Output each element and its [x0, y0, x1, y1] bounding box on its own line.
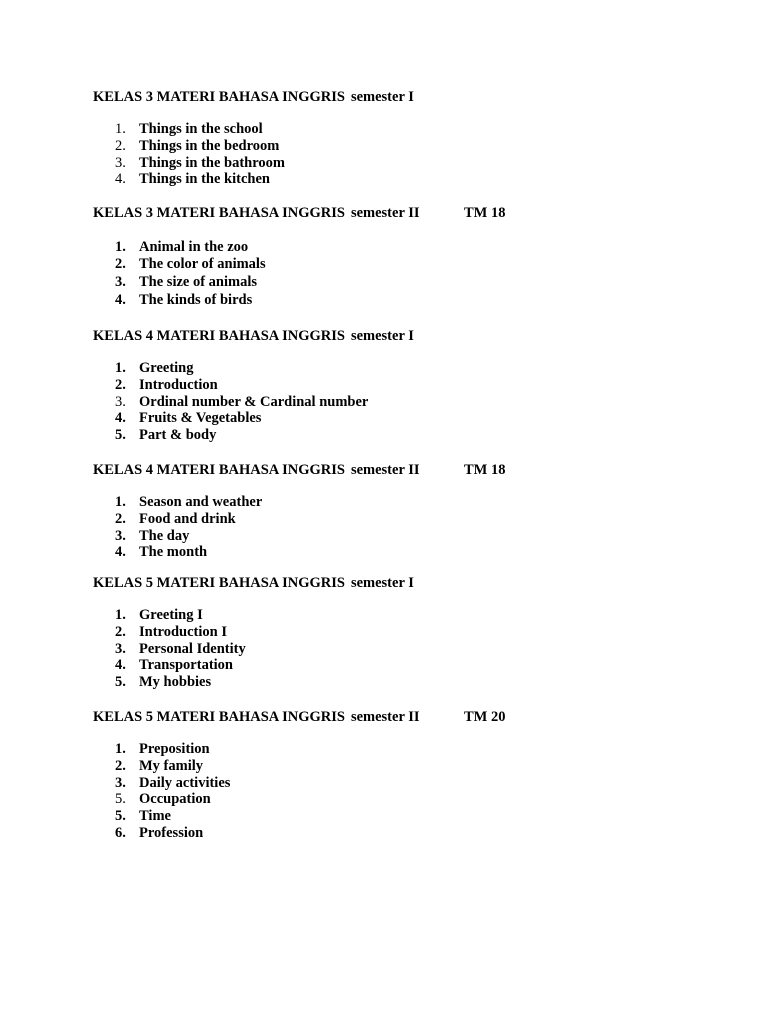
heading-tm: TM 20 — [464, 709, 506, 725]
item-number: 4. — [115, 544, 126, 561]
heading-semester: semester I — [350, 328, 414, 344]
list-item — [93, 791, 713, 808]
item-number: 3. — [115, 527, 126, 544]
item-number: 1. — [115, 360, 126, 376]
list-item — [93, 394, 713, 411]
list-item — [93, 155, 713, 172]
list-item — [93, 607, 713, 624]
topic-list — [93, 741, 713, 842]
list-item — [93, 171, 713, 188]
item-number: 5. — [115, 808, 126, 825]
topic-list — [93, 239, 713, 310]
heading-semester: semester II — [350, 709, 420, 725]
list-item — [93, 741, 713, 758]
heading-title: KELAS 5 MATERI BAHASA INGGRIS — [93, 709, 345, 725]
item-text: Things in the kitchen — [139, 171, 270, 188]
item-text: Introduction — [139, 376, 218, 393]
item-text: Introduction I — [139, 623, 227, 640]
section-heading — [93, 88, 713, 106]
section-kelas4-sem2 — [93, 461, 713, 561]
list-item — [93, 674, 713, 691]
item-text: Animal in the zoo — [139, 239, 249, 255]
list-item — [93, 291, 713, 310]
item-number: 3. — [115, 273, 126, 290]
item-number: 4. — [115, 171, 126, 188]
heading-semester: semester II — [350, 462, 420, 478]
section-heading — [93, 708, 713, 726]
heading-title: KELAS 4 MATERI BAHASA INGGRIS — [93, 462, 345, 478]
item-number: 4. — [115, 292, 126, 309]
item-text: The month — [139, 544, 208, 561]
item-number: 5. — [115, 427, 126, 444]
item-number: 3. — [115, 393, 126, 410]
item-number: 1. — [115, 741, 126, 757]
item-text: Transportation — [139, 657, 233, 674]
heading-tm: TM 18 — [464, 205, 506, 221]
item-text: Things in the school — [139, 121, 263, 137]
list-item — [93, 138, 713, 155]
item-number: 1. — [115, 239, 126, 255]
list-item — [93, 657, 713, 674]
list-item — [93, 427, 713, 444]
item-number: 4. — [115, 410, 126, 427]
item-number: 3. — [115, 640, 126, 657]
item-number: 5. — [115, 791, 126, 808]
item-text: Greeting — [139, 360, 194, 376]
list-item — [93, 511, 713, 528]
item-text: Part & body — [139, 427, 217, 444]
item-number: 2. — [115, 376, 126, 393]
item-text: The day — [139, 527, 190, 544]
section-kelas5-sem1 — [93, 574, 713, 691]
list-item — [93, 239, 713, 256]
item-text: Ordinal number & Cardinal number — [139, 393, 369, 410]
section-heading — [93, 204, 713, 222]
item-text: Things in the bedroom — [139, 137, 280, 154]
heading-title: KELAS 4 MATERI BAHASA INGGRIS — [93, 328, 345, 344]
item-text: The size of animals — [139, 273, 258, 290]
list-item — [93, 808, 713, 825]
list-item — [93, 641, 713, 658]
item-text: Occupation — [139, 791, 211, 808]
section-heading — [93, 574, 713, 592]
list-item — [93, 377, 713, 394]
item-number: 2. — [115, 757, 126, 774]
topic-list — [93, 494, 713, 561]
list-item — [93, 624, 713, 641]
heading-title: KELAS 5 MATERI BAHASA INGGRIS — [93, 575, 345, 591]
item-text: My hobbies — [139, 674, 212, 691]
item-number: 5. — [115, 674, 126, 691]
item-text: Daily activities — [139, 774, 231, 791]
item-number: 1. — [115, 494, 126, 510]
item-text: Profession — [139, 824, 204, 841]
item-number: 1. — [115, 121, 126, 137]
list-item — [93, 410, 713, 427]
list-item — [93, 544, 713, 561]
list-item — [93, 775, 713, 792]
list-item — [93, 528, 713, 545]
item-number: 3. — [115, 154, 126, 171]
list-item — [93, 758, 713, 775]
topic-list — [93, 360, 713, 444]
section-kelas3-sem2 — [93, 204, 713, 310]
heading-semester: semester I — [350, 89, 414, 105]
list-item — [93, 825, 713, 842]
list-item — [93, 121, 713, 138]
item-text: Fruits & Vegetables — [139, 410, 262, 427]
item-number: 3. — [115, 774, 126, 791]
section-kelas3-sem1 — [93, 88, 713, 188]
topic-list — [93, 121, 713, 188]
list-item — [93, 273, 713, 292]
heading-title: KELAS 3 MATERI BAHASA INGGRIS — [93, 89, 345, 105]
item-number: 6. — [115, 824, 126, 841]
item-number: 4. — [115, 657, 126, 674]
item-number: 2. — [115, 623, 126, 640]
heading-title: KELAS 3 MATERI BAHASA INGGRIS — [93, 205, 345, 221]
list-item — [93, 494, 713, 511]
item-text: Things in the bathroom — [139, 154, 285, 171]
item-text: The kinds of birds — [139, 292, 253, 309]
item-text: Preposition — [139, 741, 210, 757]
item-text: My family — [139, 757, 204, 774]
section-heading — [93, 461, 713, 479]
item-text: Personal Identity — [139, 640, 246, 657]
heading-semester: semester II — [350, 205, 420, 221]
section-kelas4-sem1 — [93, 327, 713, 444]
item-number: 2. — [115, 255, 126, 272]
heading-semester: semester I — [350, 575, 414, 591]
item-text: Season and weather — [139, 494, 263, 510]
item-text: Greeting I — [139, 607, 203, 623]
heading-tm: TM 18 — [464, 462, 506, 478]
list-item — [93, 360, 713, 377]
item-text: Time — [139, 808, 171, 825]
item-number: 2. — [115, 137, 126, 154]
item-number: 1. — [115, 607, 126, 623]
item-text: The color of animals — [139, 255, 266, 272]
section-kelas5-sem2 — [93, 708, 713, 842]
item-number: 2. — [115, 510, 126, 527]
section-heading — [93, 327, 713, 345]
topic-list — [93, 607, 713, 691]
item-text: Food and drink — [139, 510, 236, 527]
list-item — [93, 256, 713, 273]
